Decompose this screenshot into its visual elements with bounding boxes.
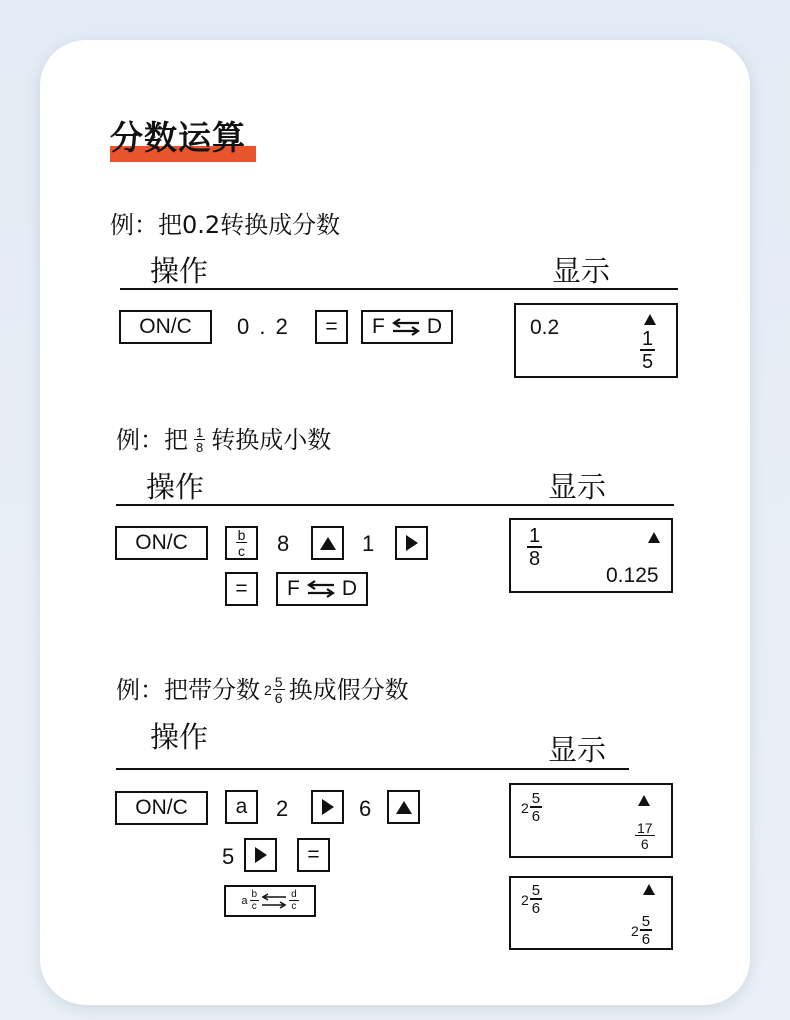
display2-whole: 2 xyxy=(521,891,529,908)
example1-display-num: 1 xyxy=(642,328,654,350)
example3-text-before: 把带分数 xyxy=(164,676,260,704)
triangle-indicator-icon xyxy=(648,532,660,543)
example2-fraction: $\frac{1}{8}$ xyxy=(196,425,204,455)
convert-arrows-icon xyxy=(261,892,287,910)
example3-display2-result xyxy=(631,914,652,947)
f-d-key[interactable] xyxy=(361,310,453,344)
triangle-indicator-icon xyxy=(638,795,650,806)
example1-divider xyxy=(120,288,678,290)
example3-display-header: 显示 xyxy=(548,733,607,767)
right-key[interactable] xyxy=(244,838,277,872)
display2-res-den: 6 xyxy=(641,931,651,948)
example3-digit3: 5 xyxy=(222,844,235,869)
example1-display-header: 显示 xyxy=(552,254,611,288)
example3-digit1: 2 xyxy=(276,796,289,821)
up-key[interactable] xyxy=(311,526,344,560)
example2-digit2: 1 xyxy=(362,531,375,556)
example2-display xyxy=(509,518,673,593)
example3-fraction: $\frac{5}{6}$ xyxy=(274,674,283,706)
example2-display-num: 1 xyxy=(529,525,541,547)
example3-display-2 xyxy=(509,876,673,950)
right-triangle-icon xyxy=(255,847,267,863)
right-key[interactable] xyxy=(311,790,344,824)
f-d-key-d-label: D xyxy=(426,315,442,338)
on-c-key[interactable]: ON/C xyxy=(115,791,208,825)
example2-operation-header: 操作 xyxy=(146,470,205,504)
example1-display xyxy=(514,303,678,378)
mixed-a-key[interactable]: a xyxy=(225,790,258,824)
triangle-indicator-icon xyxy=(644,314,656,325)
equals-key[interactable]: = xyxy=(297,838,330,872)
f-d-key[interactable] xyxy=(276,572,368,606)
convert-key-a: a xyxy=(241,895,248,907)
example1-display-den: 5 xyxy=(642,351,654,373)
display1-whole: 2 xyxy=(521,799,529,816)
example1-input-digits: 0 . 2 xyxy=(237,314,290,339)
f-d-key-f-label: F xyxy=(287,577,300,600)
example1-display-value: 0.2 xyxy=(530,316,560,339)
equals-key[interactable]: = xyxy=(315,310,348,344)
example3-display2-input xyxy=(521,883,542,916)
display2-res-whole: 2 xyxy=(631,922,639,939)
up-triangle-icon xyxy=(320,537,336,550)
right-triangle-icon xyxy=(406,535,418,551)
display2-den: 6 xyxy=(531,900,541,917)
mixed-improper-convert-key[interactable]: a $\frac{b}{c}$ $\frac{d}{c}$ xyxy=(224,885,316,917)
example2-divider xyxy=(116,504,674,506)
example2-display-header: 显示 xyxy=(548,470,607,504)
example3-prefix: 例： xyxy=(116,676,164,704)
triangle-indicator-icon xyxy=(643,884,655,895)
display2-res-num: 5 xyxy=(641,913,651,930)
example2-heading xyxy=(116,425,331,455)
swap-arrows-icon xyxy=(306,580,336,598)
example3-whole: 2 xyxy=(264,682,272,698)
page-title: 分数运算 xyxy=(110,118,246,157)
equals-key[interactable]: = xyxy=(225,572,258,606)
display1-den: 6 xyxy=(531,808,541,825)
example1-prefix: 例： xyxy=(110,211,158,239)
f-d-key-f-label: F xyxy=(372,315,385,338)
example3-divider xyxy=(116,768,629,770)
example3-text-after: 换成假分数 xyxy=(288,676,409,704)
display1-res-den: 6 xyxy=(640,836,649,852)
example2-digit1: 8 xyxy=(277,531,290,556)
example3-operation-header: 操作 xyxy=(150,720,209,754)
example3-display1-result xyxy=(635,821,655,851)
right-triangle-icon xyxy=(322,799,334,815)
example3-heading xyxy=(116,675,409,705)
up-triangle-icon xyxy=(396,801,412,814)
example2-text-after: 转换成小数 xyxy=(211,426,332,454)
display2-num: 5 xyxy=(531,882,541,899)
example2-display-den: 8 xyxy=(529,548,541,570)
example3-display-1 xyxy=(509,783,673,858)
example1-display-fraction xyxy=(640,329,655,372)
example2-text-before: 把 xyxy=(164,426,188,454)
on-c-key[interactable]: ON/C xyxy=(119,310,212,344)
example3-display1-input xyxy=(521,791,542,824)
up-key[interactable] xyxy=(387,790,420,824)
f-d-key-d-label: D xyxy=(341,577,357,600)
display1-num: 5 xyxy=(531,790,541,807)
example3-digit2: 6 xyxy=(359,796,372,821)
example2-prefix: 例： xyxy=(116,426,164,454)
on-c-key[interactable]: ON/C xyxy=(115,526,208,560)
right-key[interactable] xyxy=(395,526,428,560)
display1-res-num: 17 xyxy=(637,820,653,836)
example2-display-value: 0.125 xyxy=(606,564,659,587)
fraction-bc-key[interactable]: $\frac{b}{c}$ xyxy=(225,526,258,560)
example1-heading xyxy=(110,210,340,240)
example1-operation-header: 操作 xyxy=(150,254,209,288)
swap-arrows-icon xyxy=(391,318,421,336)
example2-display-fraction xyxy=(527,526,542,569)
example1-text: 把0.2转换成分数 xyxy=(158,211,341,239)
